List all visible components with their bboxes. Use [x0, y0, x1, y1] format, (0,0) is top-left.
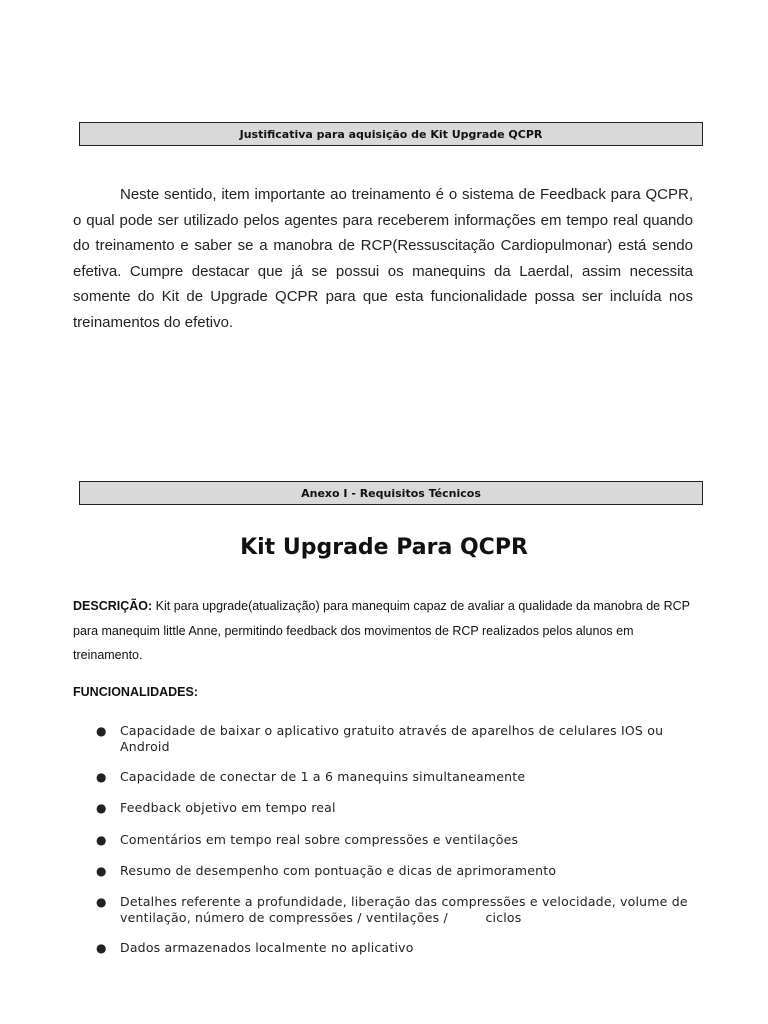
- annex-section-header: [79, 481, 703, 505]
- justification-section-header: [79, 122, 703, 146]
- product-title: Kit Upgrade Para QCPR: [240, 535, 528, 560]
- features-label: FUNCIONALIDADES:: [73, 685, 198, 699]
- feature-text: Detalhes referente a profundidade, liberação das compressões e velocidade, volume de ventilação, número de compressões / ventilações / ciclos: [120, 894, 692, 925]
- bullet-icon: ●: [96, 864, 107, 878]
- feature-text: Feedback objetivo em tempo real: [120, 800, 336, 815]
- list-item: [96, 769, 696, 785]
- justification-section-title: Justificativa para aquisição de Kit Upgrade QCPR: [239, 127, 543, 141]
- list-item: [96, 863, 696, 879]
- bullet-icon: ●: [96, 770, 107, 784]
- justification-paragraph: Neste sentido, item importante ao treinamento é o sistema de Feedback para QCPR, o qual pode ser utilizado pelos agentes para receberem informações em tempo real quando do treinamento e saber se a manobra de RCP(Ressuscitação Cardiopulmonar) está sendo efetiva. Cumpre destacar que já se possui os manequins da Laerdal, assim necessita somente do Kit de Upgrade QCPR para que esta funcionalidade possa ser incluída nos treinamentos do efetivo.: [73, 186, 693, 331]
- bullet-icon: ●: [96, 724, 107, 738]
- feature-text: Dados armazenados localmente no aplicativo: [120, 940, 414, 955]
- list-item: [96, 832, 696, 848]
- feature-text: Capacidade de baixar o aplicativo gratuito através de aparelhos de celulares IOS ou Android: [120, 723, 664, 754]
- product-description: [73, 594, 693, 668]
- feature-text: Resumo de desempenho com pontuação e dicas de aprimoramento: [120, 863, 557, 878]
- bullet-icon: ●: [96, 941, 107, 955]
- list-item: [96, 723, 696, 755]
- description-text: Kit para upgrade(atualização) para manequim capaz de avaliar a qualidade da manobra de RCP para manequim little Anne, permitindo feedback dos movimentos de RCP realizados pelos alunos em treinamento.: [73, 599, 690, 662]
- list-item: [96, 800, 696, 816]
- bullet-icon: ●: [96, 801, 107, 815]
- feature-text: Comentários em tempo real sobre compressões e ventilações: [120, 832, 519, 847]
- feature-text: Capacidade de conectar de 1 a 6 manequins simultaneamente: [120, 769, 526, 784]
- list-item: [96, 894, 696, 926]
- bullet-icon: ●: [96, 833, 107, 847]
- list-item: [96, 940, 696, 956]
- bullet-icon: ●: [96, 895, 107, 909]
- description-label: DESCRIÇÃO:: [73, 599, 153, 613]
- annex-section-title: Anexo I - Requisitos Técnicos: [301, 486, 481, 500]
